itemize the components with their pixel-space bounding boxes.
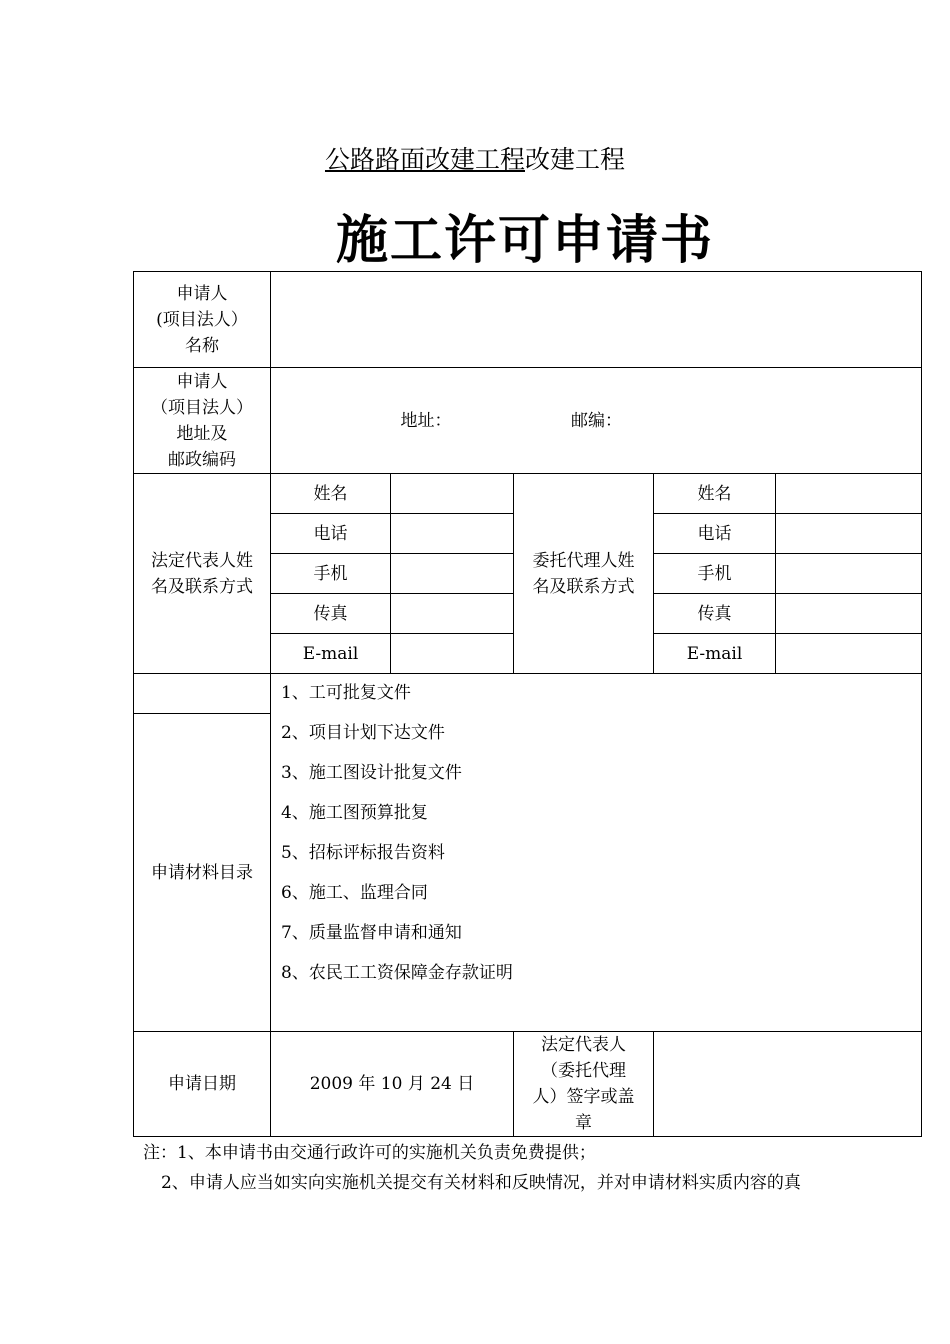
address-label: 地址： <box>400 410 452 431</box>
legal-rep-email-label: E-mail <box>271 634 391 674</box>
legal-rep-name-label: 姓名 <box>271 474 391 514</box>
signature-label: 法定代表人 （委托代理 人）签字或盖 章 <box>514 1032 654 1137</box>
agent-email-field[interactable] <box>776 634 922 674</box>
agent-fax-field[interactable] <box>776 594 922 634</box>
postcode-label: 邮编： <box>571 410 622 431</box>
project-name: 公路路面改建工程 <box>324 145 525 174</box>
legal-rep-fax-label: 传真 <box>271 594 391 634</box>
legal-rep-phone-field[interactable] <box>391 514 514 554</box>
agent-phone-field[interactable] <box>776 514 922 554</box>
legal-rep-label: 法定代表人姓 名及联系方式 <box>134 474 271 674</box>
date-value[interactable]: 2009 年 10 月 24 日 <box>271 1032 514 1137</box>
note-line: 注：1、本申请书由交通行政许可的实施机关负责免费提供； <box>143 1143 596 1163</box>
applicant-address-label: 申请人 （项目法人） 地址及 邮政编码 <box>134 368 271 474</box>
materials-item: 3、施工图设计批复文件 <box>281 763 462 783</box>
date-label: 申请日期 <box>134 1032 271 1137</box>
agent-phone-label: 电话 <box>654 514 776 554</box>
signature-field[interactable] <box>654 1032 922 1137</box>
legal-rep-phone-label: 电话 <box>271 514 391 554</box>
agent-fax-label: 传真 <box>654 594 776 634</box>
agent-mobile-label: 手机 <box>654 554 776 594</box>
legal-rep-fax-field[interactable] <box>391 594 514 634</box>
legal-rep-mobile-label: 手机 <box>271 554 391 594</box>
blank-label-cell <box>134 674 271 714</box>
agent-mobile-field[interactable] <box>776 554 922 594</box>
materials-label: 申请材料目录 <box>134 714 271 1032</box>
form-notes <box>143 1138 801 1198</box>
agent-name-field[interactable] <box>776 474 922 514</box>
materials-item: 1、工可批复文件 <box>281 683 411 703</box>
document-title: 施工许可申请书 <box>335 211 714 271</box>
application-form <box>133 271 922 1137</box>
applicant-name-field[interactable] <box>271 272 922 368</box>
note-line: 2、申请人应当如实向实施机关提交有关材料和反映情况，并对申请材料实质内容的真 <box>161 1173 801 1193</box>
legal-rep-name-field[interactable] <box>391 474 514 514</box>
materials-item: 7、质量监督申请和通知 <box>281 923 462 943</box>
subtitle-suffix: 改建工程 <box>525 145 626 174</box>
agent-label: 委托代理人姓 名及联系方式 <box>514 474 654 674</box>
applicant-name-label: 申请人 (项目法人） 名称 <box>134 272 271 368</box>
agent-email-label: E-mail <box>654 634 776 674</box>
materials-item: 4、施工图预算批复 <box>281 803 428 823</box>
materials-item: 6、施工、监理合同 <box>281 883 428 903</box>
materials-item: 5、招标评标报告资料 <box>281 843 445 863</box>
materials-item: 2、项目计划下达文件 <box>281 723 445 743</box>
legal-rep-email-field[interactable] <box>391 634 514 674</box>
applicant-address-field[interactable] <box>271 368 922 474</box>
legal-rep-mobile-field[interactable] <box>391 554 514 594</box>
materials-list <box>271 674 922 1032</box>
agent-name-label: 姓名 <box>654 474 776 514</box>
materials-item: 8、农民工工资保障金存款证明 <box>281 963 513 983</box>
document-subtitle <box>0 140 950 176</box>
